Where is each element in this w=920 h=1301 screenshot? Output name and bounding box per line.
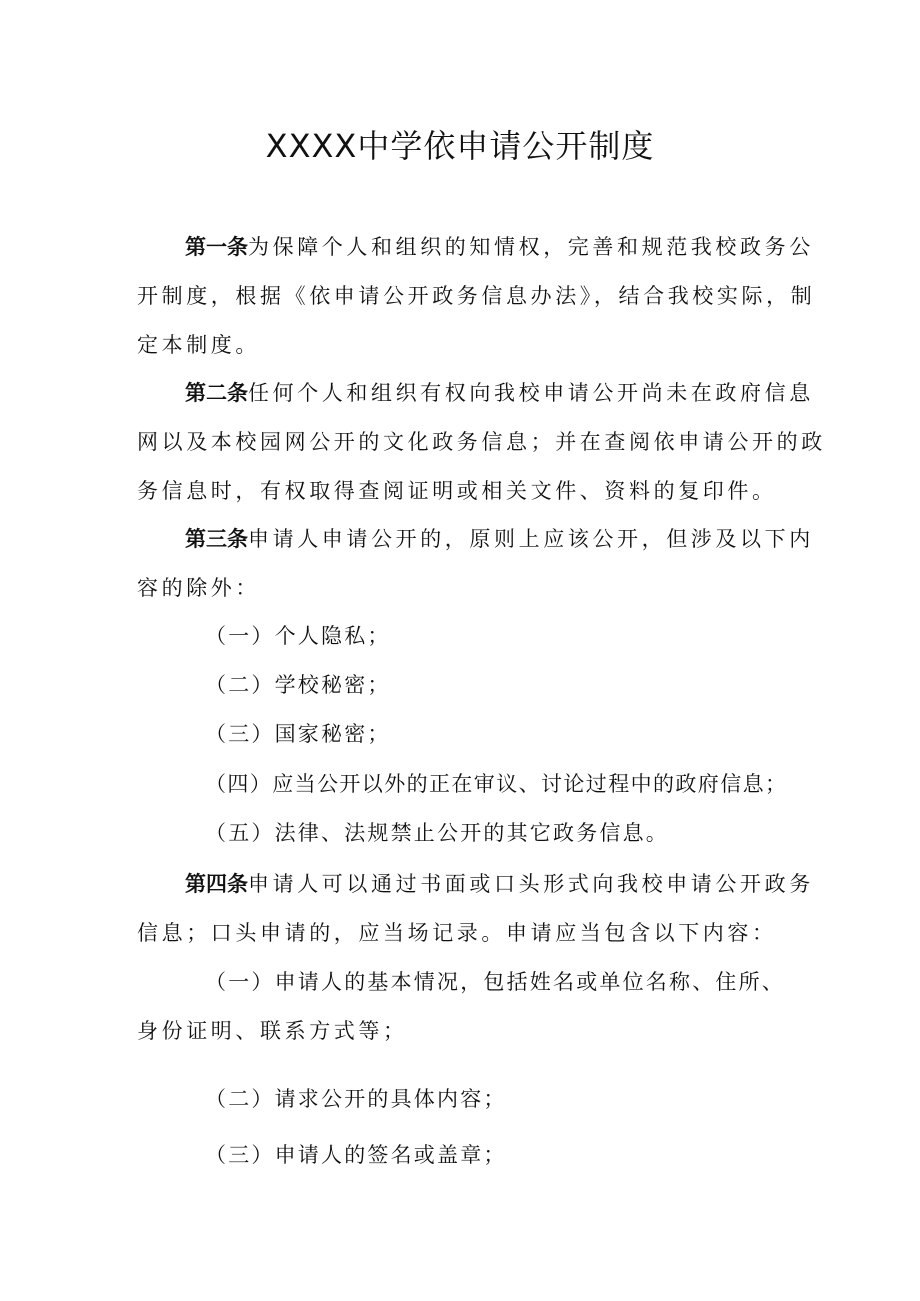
article-4-item-1-line-2: 身份证明、联系方式等；	[137, 1019, 408, 1043]
article-4-text-1: 申请人可以通过书面或口头形式向我校申请公开政务	[248, 872, 814, 896]
article-3-text-1: 申请人申请公开的，原则上应该公开，但涉及以下内	[248, 527, 814, 551]
article-2-text-1: 任何个人和组织有权向我校申请公开尚未在政府信息	[248, 381, 814, 405]
article-4-item-1-line-1: （一）申请人的基本情况，包括姓名或单位名称、住所、	[205, 970, 785, 994]
article-2-line-2: 网以及本校园网公开的文化政务信息；并在查阅依申请公开的政	[137, 430, 826, 454]
article-2-line-3: 务信息时，有权取得查阅证明或相关文件、资料的复印件。	[137, 479, 777, 503]
article-4-item-3: （三）申请人的签名或盖章；	[205, 1143, 507, 1167]
article-3-item-2: （二）学校秘密；	[205, 673, 391, 697]
article-4-item-2: （二）请求公开的具体内容；	[205, 1087, 507, 1111]
article-3-item-4: （四）应当公开以外的正在审议、讨论过程中的政府信息；	[205, 772, 788, 796]
article-3-item-5: （五）法律、法规禁止公开的其它政务信息。	[205, 821, 669, 845]
article-1-line-2: 开制度，根据《依申请公开政务信息办法》，结合我校实际，制	[137, 284, 816, 308]
article-2-line-1	[185, 377, 814, 409]
article-3-line-1	[185, 523, 814, 555]
article-1-line-1	[185, 231, 814, 263]
article-4-label: 第四条	[185, 872, 248, 896]
article-2-label: 第二条	[185, 381, 248, 405]
document-title: XXXX中学依申请公开制度	[265, 127, 655, 165]
article-3-line-2: 容的除外：	[137, 576, 260, 600]
article-1-line-3: 定本制度。	[137, 333, 260, 357]
article-3-label: 第三条	[185, 527, 248, 551]
article-3-item-1: （一）个人隐私；	[205, 624, 391, 648]
article-4-line-2: 信息；口头申请的，应当场记录。申请应当包含以下内容：	[137, 921, 777, 945]
article-4-line-1	[185, 868, 814, 900]
article-3-item-3: （三）国家秘密；	[205, 722, 391, 746]
article-1-label: 第一条	[185, 235, 248, 259]
article-1-text-1: 为保障个人和组织的知情权，完善和规范我校政务公	[248, 235, 814, 259]
